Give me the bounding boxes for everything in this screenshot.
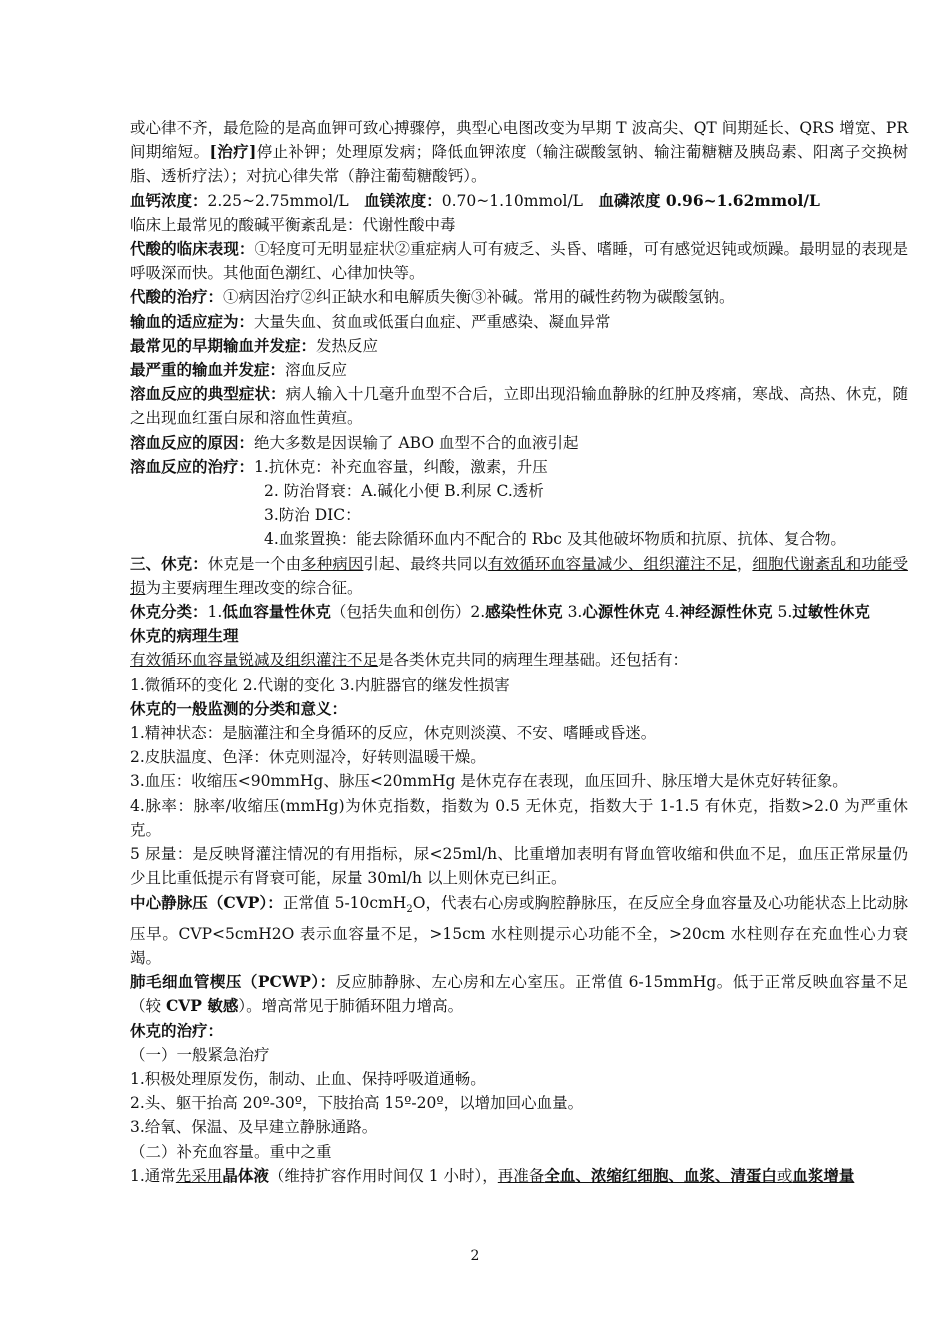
list-item: 2.皮肤温度、色泽：休克则湿冷，好转则温暖干燥。 xyxy=(130,748,486,767)
text: （维持扩容作用时间仅 1 小时）， xyxy=(268,1166,498,1185)
text: 是各类休克共同的病理生理基础。还包括有： xyxy=(378,651,689,670)
paragraph-acid-symptoms xyxy=(130,237,908,285)
paragraph-early-complication xyxy=(130,334,908,358)
underlined-text: 多种病因 xyxy=(301,554,364,573)
paragraph-electrolytes xyxy=(130,189,908,213)
list-item: 1.精神状态：是脑灌注和全身循环的反应，休克则淡漠、不安、嗜睡或昏迷。 xyxy=(130,724,657,743)
paragraph-potassium xyxy=(130,116,908,189)
label: 肺毛细血管楔压（PCWP）： xyxy=(130,972,336,992)
heading-treatment xyxy=(130,1019,908,1043)
shock-type: 神经源性休克 xyxy=(679,602,773,622)
list-item: 4.血浆置换：能去除循环血内不配合的 Rbc 及其他破坏物质和抗原、抗体、复合物。 xyxy=(264,530,846,549)
text: 大量失血、贫血或低蛋白血症、严重感染、凝血异常 xyxy=(254,312,611,331)
list-item: 3.防治 DIC： xyxy=(264,506,361,525)
text: 反应肺静脉、左心房和左心室压。正常值 6-15mmHg。低于正常反映血容量不足（较 xyxy=(130,973,908,1016)
text: 病人输入十几毫升血型不合后，立即出现沿输血静脉的红肿及疼痛，寒战、高热、休克，随之出现血红蛋白尿和溶血性黄疸。 xyxy=(130,385,908,428)
list-item: 5 尿量：是反映肾灌注情况的有用指标，尿<25ml/h、比重增加表明有肾血管收缩和供血不足，血压正常尿量仍少且比重低提示有肾衰可能，尿量 30ml/h 以上则休克已纠正。 xyxy=(130,845,908,888)
text: 停止补钾；处理原发病；降低血钾浓度（输注碳酸氢钠、输注葡糖糖及胰岛素、阳离子交换树脂、透析疗法）；对抗心律失常（静注葡萄糖酸钙）。 xyxy=(130,143,908,186)
paragraph-shock-definition xyxy=(130,552,908,600)
text: ①轻度可无明显症状②重症病人可有疲乏、头昏、嗜睡，可有感觉迟钝或烦躁。最明显的表现是呼吸深而快。其他面色潮红、心律加快等。 xyxy=(130,240,908,283)
shock-type: 感染性休克 xyxy=(485,602,563,622)
bold-text: CVP 敏感 xyxy=(165,996,239,1016)
calcium-label: 血钙浓度： xyxy=(130,190,208,210)
list-item xyxy=(130,1164,908,1188)
heading-text: 休克的一般监测的分类和意义： xyxy=(130,698,348,718)
label: 代酸的临床表现： xyxy=(130,239,255,259)
paragraph-severe-complication xyxy=(130,358,908,382)
heading-monitoring xyxy=(130,697,908,721)
text: 为主要病理生理改变的综合征。 xyxy=(145,578,363,597)
paragraph-pathophysiology-list: 1.微循环的变化 2.代谢的变化 3.内脏器官的继发性损害 xyxy=(130,675,510,694)
text: 绝大多数是因误输了 ABO 血型不合的血液引起 xyxy=(254,433,579,452)
text: 溶血反应 xyxy=(285,361,348,380)
text: 正常值 5-10cmH xyxy=(282,893,407,912)
text: ①病因治疗②纠正缺水和电解质失衡③补碱。常用的碱性药物为碳酸氢钠。 xyxy=(223,288,735,307)
shock-type: 心源性休克 xyxy=(582,602,660,622)
paragraph-acid-common: 临床上最常见的酸碱平衡紊乱是：代谢性酸中毒 xyxy=(130,215,456,234)
paragraph-acid-treatment xyxy=(130,285,908,309)
list-item: 3.血压：收缩压<90mmHg、脉压<20mmHg 是休克存在表现，血压回升、脉压增大是休克好转征象。 xyxy=(130,772,848,791)
underlined-text: 细胞代谢紊乱和功能受损 xyxy=(130,554,908,597)
text: ）。增高常见于肺循环阻力增高。 xyxy=(238,997,464,1016)
text: 4. xyxy=(659,603,680,622)
paragraph-cvp xyxy=(130,891,908,971)
text: 1. xyxy=(207,603,223,622)
label: 最严重的输血并发症： xyxy=(130,360,286,380)
list-item: 2. 防治肾衰：A.碱化小便 B.利尿 C.透析 xyxy=(264,482,544,501)
heading-text: 休克的病理生理 xyxy=(130,626,239,646)
bold-underlined-text: 全血、浓缩红细胞、血浆、清蛋白 xyxy=(544,1165,777,1185)
text: （包括失血和创伤）2. xyxy=(330,603,486,622)
bold-underlined-text: 血浆增量 xyxy=(792,1165,855,1185)
label: 溶血反应的原因： xyxy=(130,432,255,452)
underlined-text: 或 xyxy=(776,1166,793,1185)
paragraph-hemolysis-cause xyxy=(130,431,908,455)
heading-text: 休克的治疗： xyxy=(130,1020,224,1040)
section-heading: 三、休克： xyxy=(130,553,208,573)
text: 1.通常 xyxy=(130,1166,176,1185)
subheading: （一）一般紧急治疗 xyxy=(130,1045,270,1064)
paragraph-pathophysiology xyxy=(130,648,908,672)
label: 中心静脉压（CVP）： xyxy=(130,892,283,912)
page-body xyxy=(130,116,908,1188)
magnesium-label: 血镁浓度： xyxy=(364,190,442,210)
underlined-text: 有效循环血容量锐减及组织灌注不足 xyxy=(130,651,379,670)
label: 最常见的早期输血并发症： xyxy=(130,335,317,355)
magnesium-value: 0.70~1.10mmol/L xyxy=(441,191,599,210)
text: 发热反应 xyxy=(316,336,379,355)
list-item: 4.脉率：脉率/收缩压(mmHg)为休克指数，指数为 0.5 无休克，指数大于 1-1.5 有休克，指数>2.0 为严重休克。 xyxy=(130,796,908,839)
page-number: 2 xyxy=(470,1248,480,1264)
text: 休克是一个由 xyxy=(207,554,302,573)
subheading: （二）补充血容量。重中之重 xyxy=(130,1142,332,1161)
paragraph-hemolysis-symptoms xyxy=(130,382,908,430)
label: 代酸的治疗： xyxy=(130,287,224,307)
text: 5. xyxy=(772,603,793,622)
underlined-text: 先采用 xyxy=(175,1166,223,1185)
label: 输血的适应症为： xyxy=(130,311,255,331)
text: ， xyxy=(736,554,753,573)
paragraph-transfusion-indication xyxy=(130,310,908,334)
phosphorus-label: 血磷浓度 0.96~1.62mmol/L xyxy=(598,190,820,210)
calcium-value: 2.25~2.75mmol/L xyxy=(207,191,365,210)
text: 3. xyxy=(562,603,583,622)
text: O，代表右心房或胸腔静脉压，在反应全身血容量及心功能状态上比动脉压早。CVP<5cmH2O 表示血容量不足，>15cm 水柱则提示心功能不全，>20cm 水柱则存在充血性心力衰竭。 xyxy=(130,893,908,967)
paragraph-pcwp xyxy=(130,970,908,1018)
paragraph-hemolysis-treatment xyxy=(130,455,908,479)
shock-type: 过敏性休克 xyxy=(792,602,870,622)
list-item: 2.头、躯干抬高 20º-30º，下肢抬高 15º-20º，以增加回心血量。 xyxy=(130,1094,584,1113)
label: 溶血反应的治疗： xyxy=(130,456,255,476)
subscript: 2 xyxy=(406,903,413,915)
bold-text: 晶体液 xyxy=(222,1165,269,1185)
list-item: 1.积极处理原发伤，制动、止血、保持呼吸道通畅。 xyxy=(130,1070,486,1089)
underlined-text: 再准备 xyxy=(497,1166,545,1185)
shock-type: 低血容量性休克 xyxy=(222,602,331,622)
text: 引起、最终共同以 xyxy=(363,554,488,573)
list-item: 3.给氧、保温、及早建立静脉通路。 xyxy=(130,1118,378,1137)
text: 或心律不齐，最危险的是高血钾可致心搏骤停，典型心电图改变为早期 T 波高尖、QT 间期延长、QRS 增宽、PR 间期缩短。 xyxy=(130,119,908,162)
label: 溶血反应的典型症状： xyxy=(130,384,286,404)
treatment-label: [治疗] xyxy=(209,142,257,162)
label: 休克分类： xyxy=(130,602,208,622)
heading-pathophysiology xyxy=(130,624,908,648)
text: 1.抗休克：补充血容量，纠酸，激素，升压 xyxy=(254,457,548,476)
underlined-text: 有效循环血容量减少、组织灌注不足 xyxy=(487,554,737,573)
paragraph-shock-classification xyxy=(130,600,908,624)
